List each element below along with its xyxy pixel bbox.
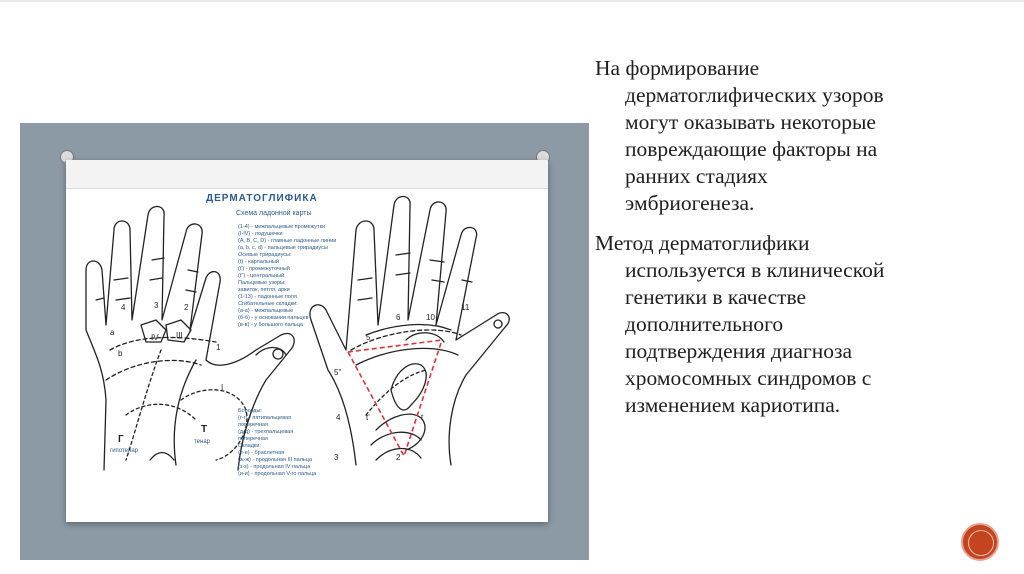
legend-line: (t') - промежуточный	[238, 266, 290, 272]
slide-body-text	[595, 55, 995, 432]
legend-line: (в-в) - у большого пальца	[238, 322, 303, 328]
poster-title: ДЕРМАТОГЛИФИКА	[206, 193, 318, 204]
svg-text:4: 4	[121, 303, 126, 312]
legend-line: (з-з) - продольная IV пальца	[238, 464, 311, 470]
svg-text:2: 2	[396, 453, 401, 462]
text-line: подтверждения диагноза	[625, 339, 852, 363]
text-line: используется в клинической	[625, 258, 885, 282]
text-line: генетики в качестве	[625, 285, 807, 309]
svg-text:11: 11	[461, 303, 470, 312]
text-line: дерматоглифических узоров	[625, 83, 884, 107]
text-line: могут оказывать некоторые	[625, 110, 876, 134]
text-line: изменением кариотипа.	[625, 393, 841, 417]
svg-text:t': t'	[366, 413, 370, 422]
label-G: Г	[118, 434, 124, 445]
svg-text:b: b	[118, 349, 123, 358]
legend-line: (г-г) - пятипальцевая	[238, 415, 292, 421]
text-line: хромосомных синдромов с	[625, 366, 872, 390]
legend-line: (t'') - центральный	[238, 273, 285, 279]
svg-text:t: t	[421, 413, 424, 422]
legend-line: (е-е) - браслетная	[238, 450, 285, 456]
text-line: На формирование	[595, 56, 760, 80]
poster-legend-2	[238, 408, 348, 478]
legend-line: (1-4) - межпальцевые промежутки	[238, 224, 326, 230]
dermatoglyphics-poster	[66, 160, 548, 522]
legend-line: (A, B, C, D) - главные ладонные линии	[238, 238, 337, 244]
label-T: T	[201, 424, 208, 435]
round-nav-button[interactable]	[961, 523, 999, 561]
legend-line: (д-д) - трехпальцевая	[238, 429, 294, 435]
svg-text:10: 10	[426, 313, 435, 322]
legend-line: Осевые трирадиусы:	[238, 252, 292, 258]
paragraph-2	[595, 230, 995, 419]
atd-angle-lines	[348, 340, 442, 456]
svg-text:6: 6	[396, 313, 401, 322]
svg-text:I: I	[221, 383, 224, 392]
svg-text:4: 4	[336, 413, 341, 422]
legend-line: (и-и) - продольная V-го пальца	[238, 471, 317, 477]
legend-line: (1-13) - ладонные поля	[238, 294, 297, 300]
legend-line: (б-б) - у основания пальцев	[238, 315, 309, 321]
legend-line: Сгибательные складки:	[238, 301, 298, 307]
text-line: эмбриогенеза.	[625, 191, 755, 215]
legend-line: Пальцевые узоры:	[238, 280, 286, 286]
svg-text:5: 5	[366, 333, 371, 342]
svg-text:1: 1	[216, 343, 221, 352]
legend-line: Борозды:	[238, 408, 262, 414]
svg-text:3: 3	[154, 301, 159, 310]
top-rule	[0, 0, 1024, 2]
legend-line: завиток, петля, арки	[238, 287, 290, 293]
label-tenar: тенар	[194, 439, 211, 445]
legend-line: Складки:	[238, 443, 261, 449]
paragraph-1	[595, 55, 995, 217]
svg-text:III: III	[176, 331, 183, 340]
label-gipotenar: гипотенар	[110, 448, 138, 454]
poster-legend	[238, 224, 348, 329]
legend-line: (a, b, c, d) - пальцевые трирадиусы	[238, 245, 328, 251]
legend-line: (а-а) - межпальцевые	[238, 308, 294, 314]
svg-text:5": 5"	[334, 368, 342, 377]
svg-text:2: 2	[184, 303, 189, 312]
legend-line: (t) - карпальный	[238, 259, 279, 265]
svg-text:a: a	[110, 328, 115, 337]
text-line: дополнительного	[625, 312, 784, 336]
text-line: ранних стадиях	[625, 164, 768, 188]
text-line: Метод дерматоглифики	[595, 231, 810, 255]
svg-text:IV: IV	[151, 333, 159, 342]
svg-text:3: 3	[334, 453, 339, 462]
poster-subtitle: Схема ладонной карты	[236, 210, 312, 217]
text-line: повреждающие факторы на	[625, 137, 878, 161]
legend-line: поперечная	[238, 422, 268, 428]
legend-line: поперечная	[238, 436, 268, 442]
legend-line: (I-IV) - подушечки	[238, 231, 283, 237]
legend-line: (ж-ж) - продольная III пальца	[238, 457, 312, 463]
